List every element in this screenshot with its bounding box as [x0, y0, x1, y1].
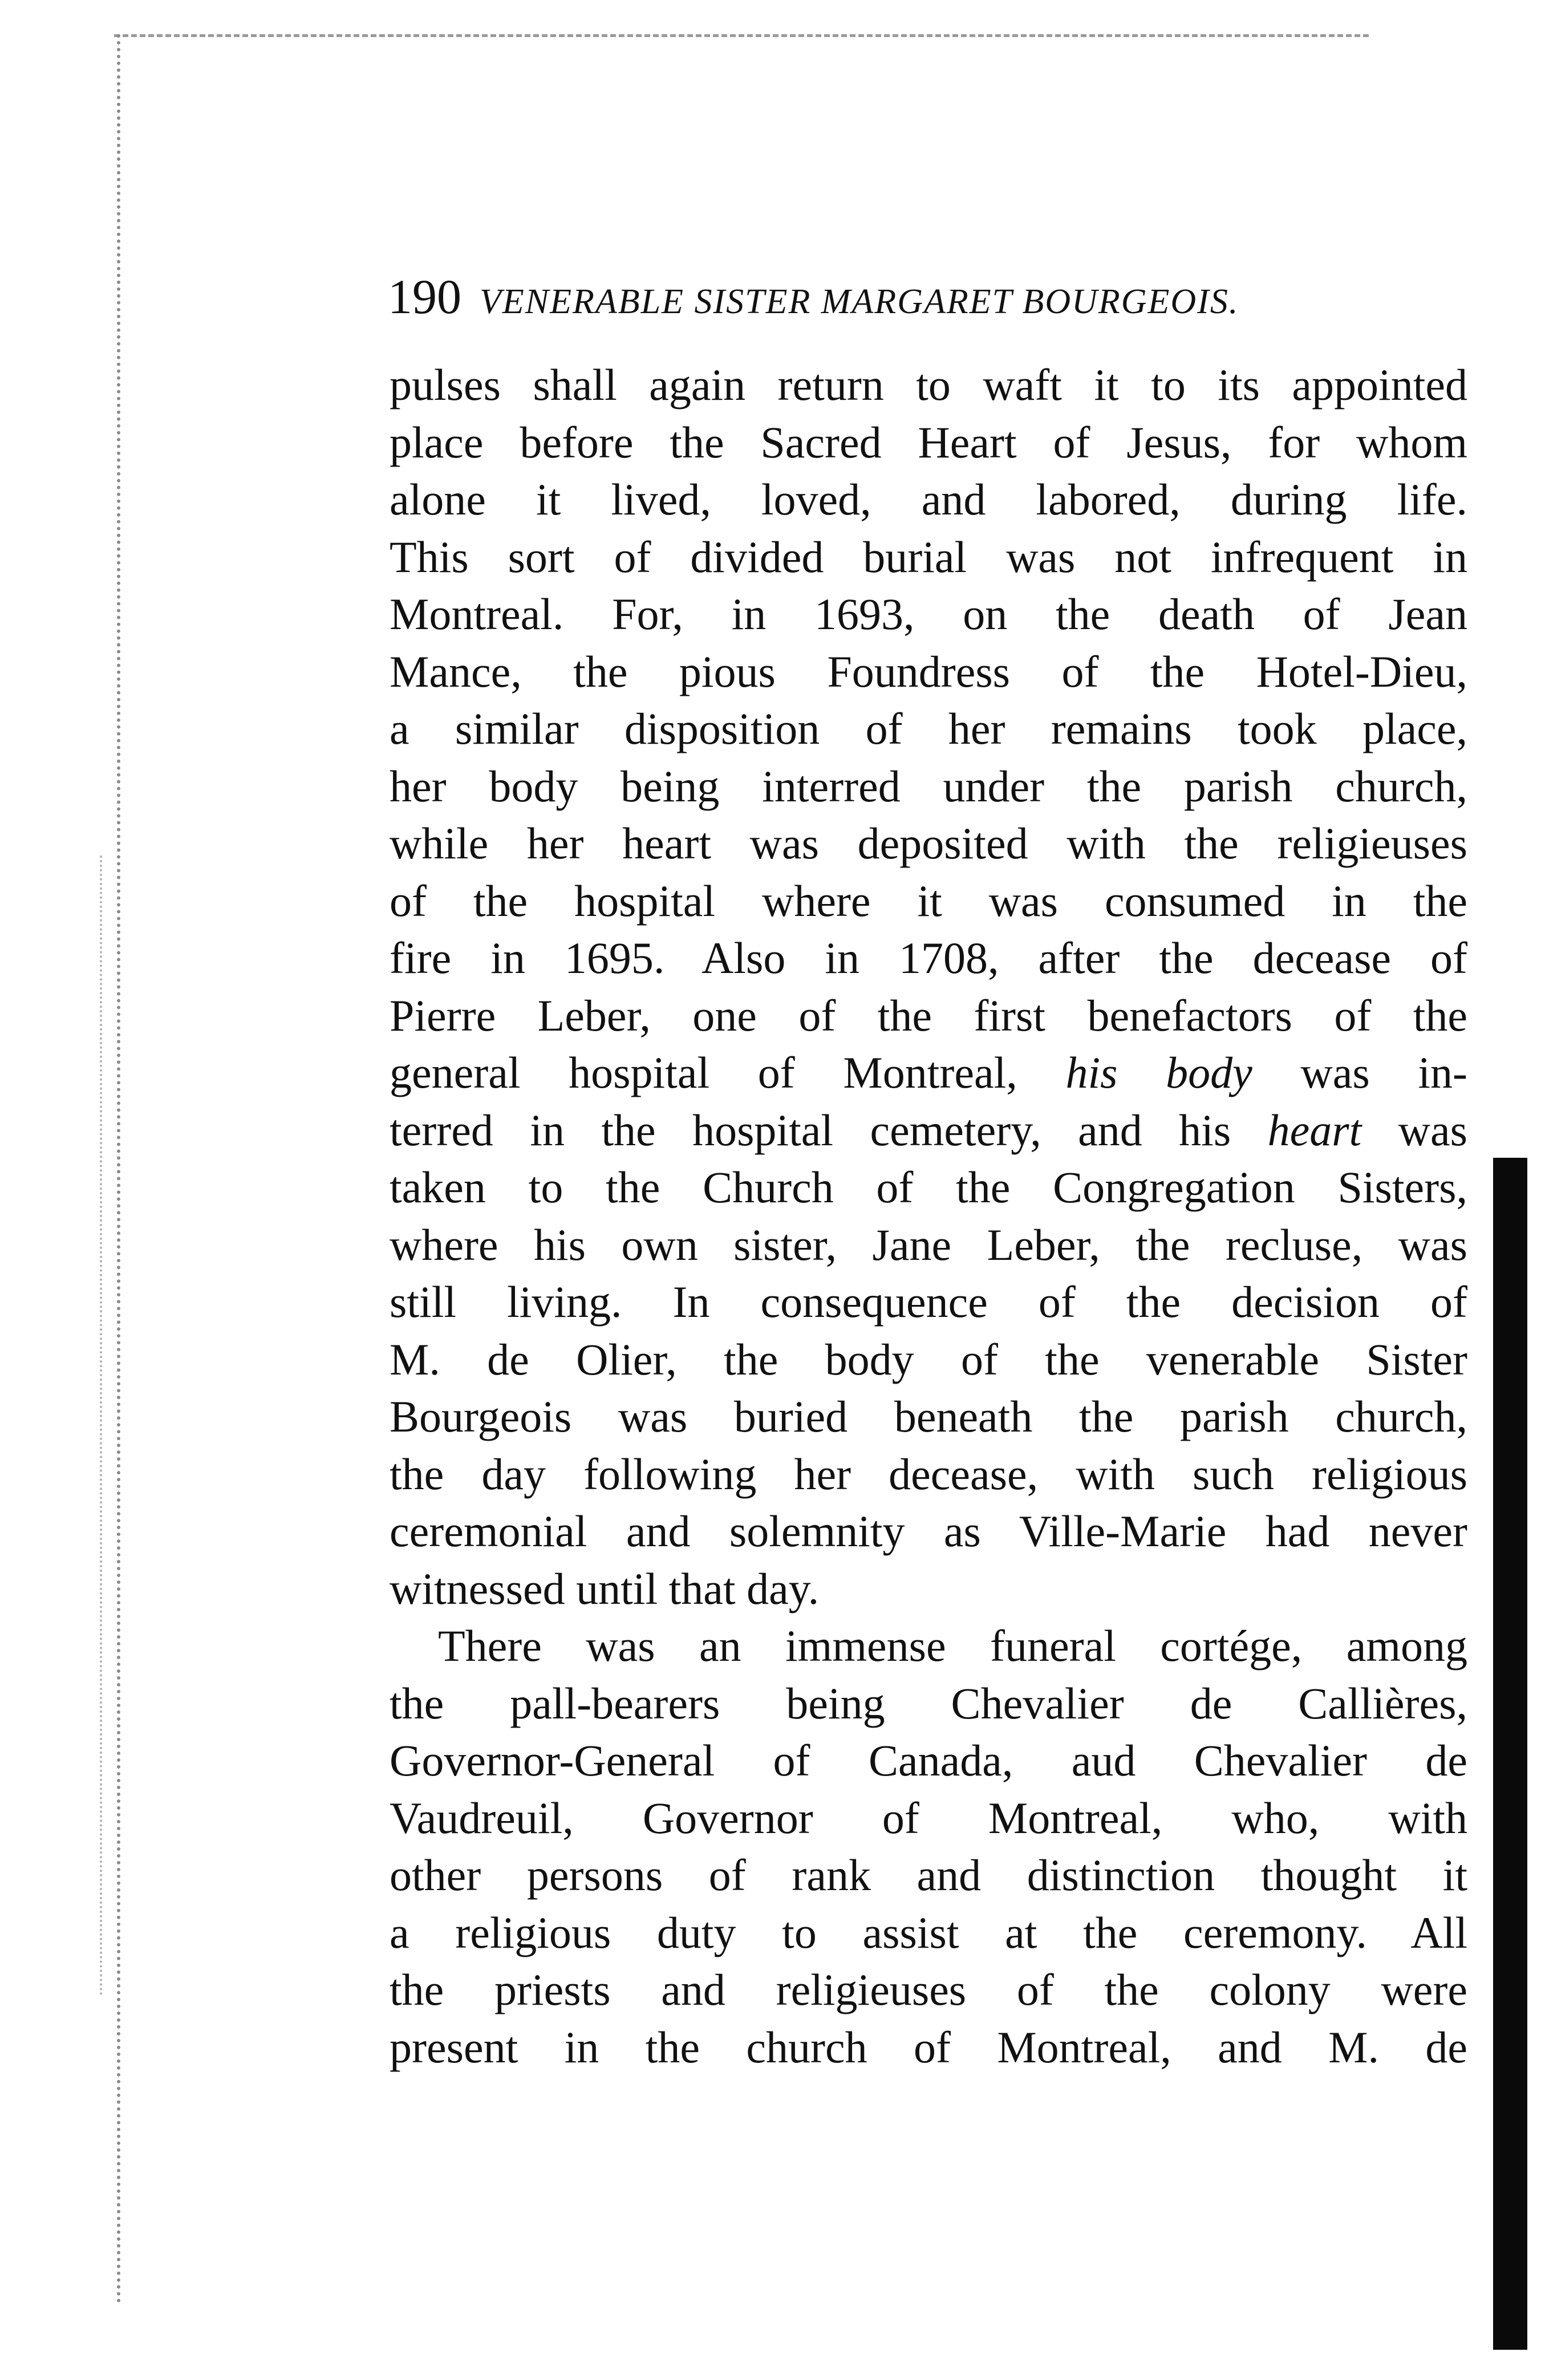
text-line: still living. In consequence of the decision of — [390, 1277, 1467, 1327]
text-line: taken to the Church of the Congregation Sisters, — [390, 1162, 1467, 1212]
text-line: other persons of rank and distinction thought it — [390, 1850, 1467, 1900]
text-line: Bourgeois was buried beneath the parish church, — [390, 1392, 1467, 1441]
text-line: Vaudreuil, Governor of Montreal, who, with — [390, 1793, 1467, 1843]
text-line: a similar disposition of her remains took place, — [390, 704, 1467, 753]
text-line: her body being interred under the parish church, — [390, 761, 1467, 811]
text-line: This sort of divided burial was not infrequent in — [390, 532, 1467, 582]
body-text — [390, 356, 1467, 2076]
scan-margin-bar — [1493, 1158, 1527, 2350]
italic-his-body: his body — [1065, 1048, 1252, 1097]
text-line: ceremonial and solemnity as Ville-Marie had never — [390, 1506, 1467, 1556]
text-line: where his own sister, Jane Leber, the recluse, was — [390, 1219, 1467, 1270]
page-number: 190 — [388, 269, 461, 324]
text-line: place before the Sacred Heart of Jesus, for whom — [390, 417, 1467, 467]
text-line: Pierre Leber, one of the first benefactors of the — [390, 990, 1467, 1040]
page-header — [388, 268, 1471, 331]
text-line: fire in 1695. Also in 1708, after the decease of — [390, 933, 1467, 983]
text-line: terred in the hospital cemetery, and his heart was — [390, 1105, 1467, 1155]
text-line-paragraph-start: There was an immense funeral cortége, among — [438, 1621, 1467, 1671]
scan-gutter-shadow — [100, 855, 102, 1996]
text-line: Governor-General of Canada, aud Chevalier de — [390, 1736, 1467, 1785]
running-title: VENERABLE SISTER MARGARET BOURGEOIS. — [480, 282, 1239, 321]
text-line: Montreal. For, in 1693, on the death of Jean — [390, 589, 1467, 639]
text-line: the day following her decease, with such religious — [390, 1449, 1467, 1499]
text-line: alone it lived, loved, and labored, during life. — [390, 475, 1467, 524]
text-line-paragraph-end: witnessed until that day. — [390, 1563, 820, 1613]
text-line: M. de Olier, the body of the venerable Sister — [390, 1334, 1467, 1384]
text-line: present in the church of Montreal, and M. de — [390, 2022, 1467, 2072]
text-line: pulses shall again return to waft it to its appointed — [390, 360, 1467, 409]
text-line: general hospital of Montreal, his body was in- — [390, 1048, 1467, 1097]
text-line: the priests and religieuses of the colony were — [390, 1965, 1467, 2014]
scan-left-edge — [117, 34, 120, 2304]
italic-heart: heart — [1267, 1105, 1362, 1155]
text-line: of the hospital where it was consumed in the — [390, 875, 1467, 926]
text-line: while her heart was deposited with the religieuses — [390, 818, 1467, 868]
text-line: Mance, the pious Foundress of the Hotel-Dieu, — [390, 646, 1467, 696]
text-line: the pall-bearers being Chevalier de Callières, — [390, 1678, 1467, 1728]
scan-top-edge — [114, 34, 1369, 37]
text-line: a religious duty to assist at the ceremony. All — [390, 1907, 1467, 1957]
